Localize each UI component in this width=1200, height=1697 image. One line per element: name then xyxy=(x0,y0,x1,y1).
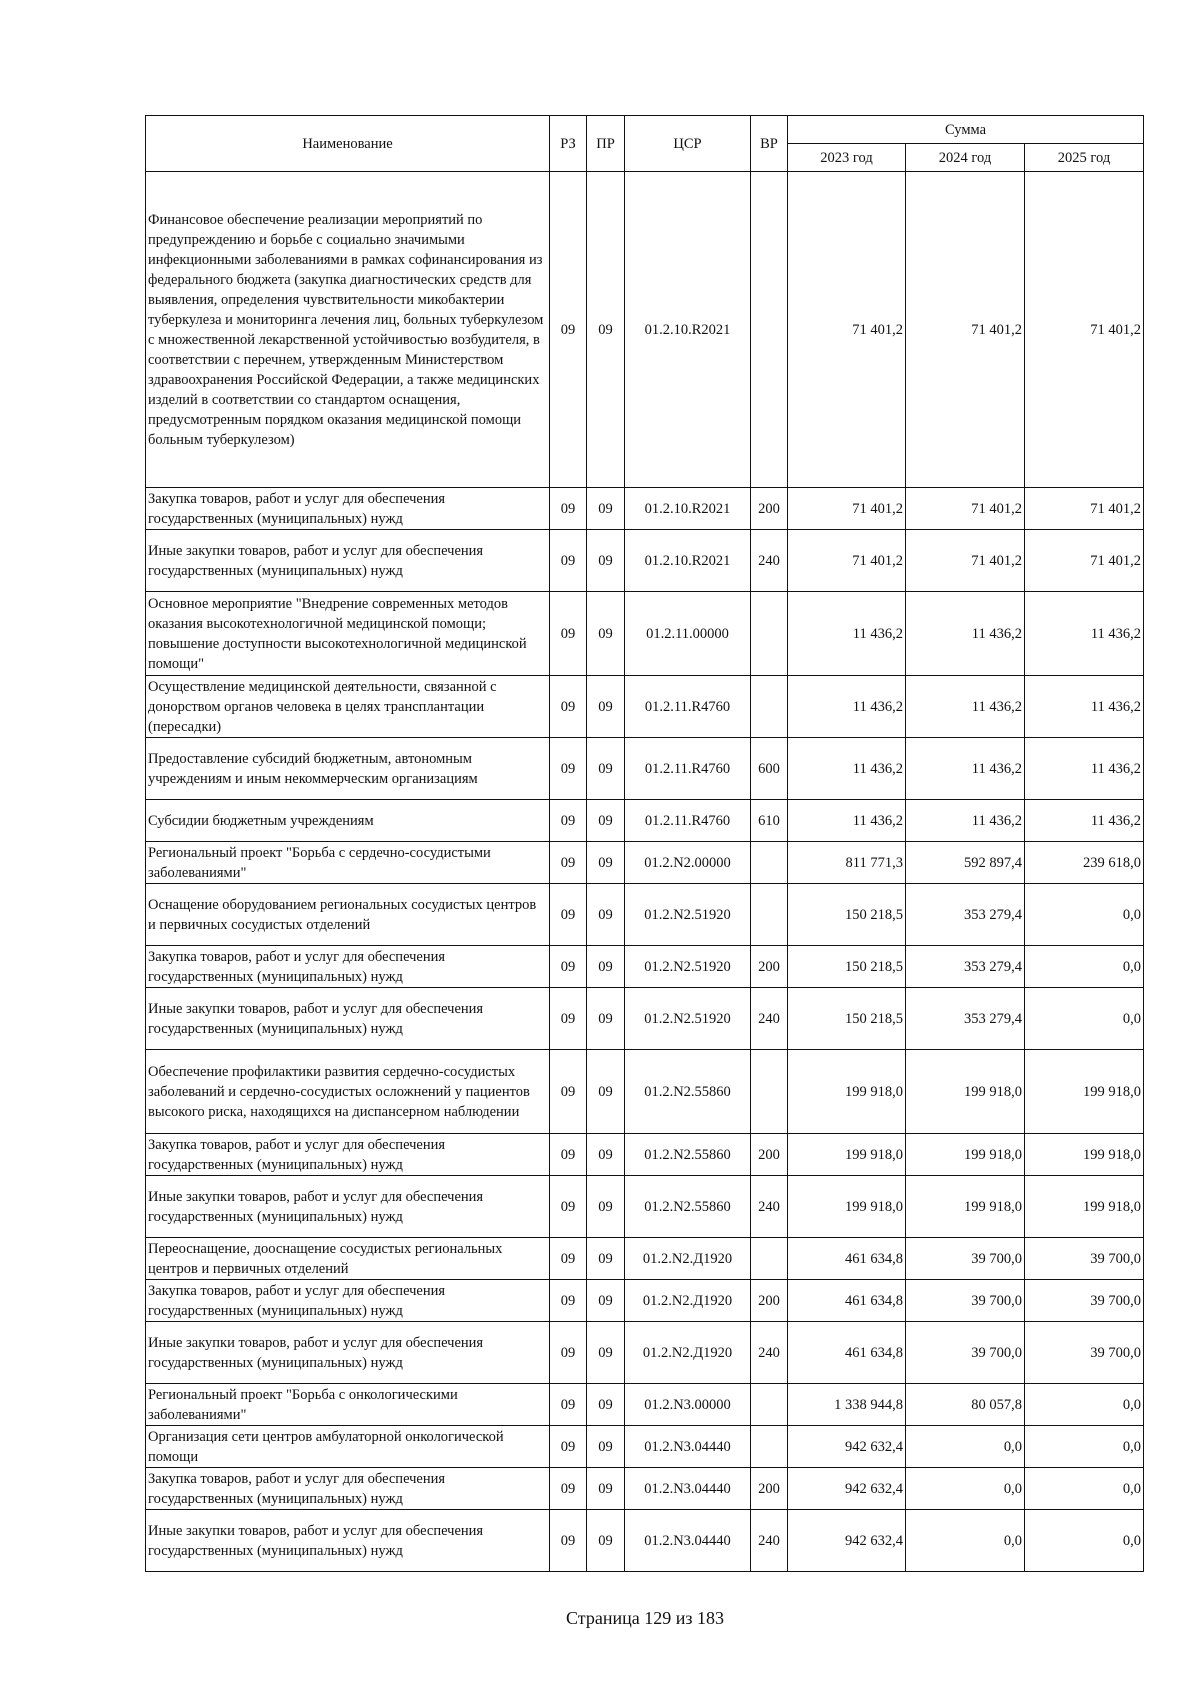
table-row xyxy=(146,1134,1144,1176)
header-vr: ВР xyxy=(751,116,788,172)
cell-name: Закупка товаров, работ и услуг для обеспечения государственных (муниципальных) нужд xyxy=(146,1468,550,1510)
cell-amount-2025: 71 401,2 xyxy=(1025,488,1144,530)
cell-name: Организация сети центров амбулаторной онкологической помощи xyxy=(146,1426,550,1468)
table-row xyxy=(146,488,1144,530)
cell-vr: 200 xyxy=(751,488,788,530)
table-row xyxy=(146,1176,1144,1238)
cell-pr: 09 xyxy=(587,488,625,530)
cell-csr: 01.2.10.R2021 xyxy=(625,488,751,530)
cell-csr: 01.2.N3.00000 xyxy=(625,1384,751,1426)
cell-amount-2025: 71 401,2 xyxy=(1025,530,1144,592)
cell-amount-2025: 0,0 xyxy=(1025,1384,1144,1426)
cell-rz: 09 xyxy=(550,676,587,738)
table-row xyxy=(146,800,1144,842)
cell-amount-2024: 353 279,4 xyxy=(906,946,1025,988)
cell-amount-2025: 0,0 xyxy=(1025,1468,1144,1510)
cell-name: Региональный проект "Борьба с онкологическими заболеваниями" xyxy=(146,1384,550,1426)
cell-vr xyxy=(751,172,788,488)
cell-rz: 09 xyxy=(550,1322,587,1384)
cell-rz: 09 xyxy=(550,172,587,488)
cell-pr: 09 xyxy=(587,676,625,738)
header-pr: ПР xyxy=(587,116,625,172)
table-row xyxy=(146,1468,1144,1510)
cell-amount-2025: 11 436,2 xyxy=(1025,676,1144,738)
table-row xyxy=(146,676,1144,738)
cell-amount-2023: 199 918,0 xyxy=(788,1176,906,1238)
cell-amount-2025: 39 700,0 xyxy=(1025,1322,1144,1384)
cell-amount-2024: 71 401,2 xyxy=(906,530,1025,592)
table-row xyxy=(146,842,1144,884)
cell-amount-2023: 71 401,2 xyxy=(788,488,906,530)
cell-amount-2024: 592 897,4 xyxy=(906,842,1025,884)
cell-csr: 01.2.N2.51920 xyxy=(625,884,751,946)
cell-name: Закупка товаров, работ и услуг для обеспечения государственных (муниципальных) нужд xyxy=(146,1280,550,1322)
table-body xyxy=(146,172,1144,1572)
cell-pr: 09 xyxy=(587,946,625,988)
cell-amount-2024: 71 401,2 xyxy=(906,172,1025,488)
cell-rz: 09 xyxy=(550,738,587,800)
header-year-2024: 2024 год xyxy=(906,144,1025,172)
cell-csr: 01.2.N2.Д1920 xyxy=(625,1238,751,1280)
cell-amount-2025: 11 436,2 xyxy=(1025,800,1144,842)
cell-vr: 600 xyxy=(751,738,788,800)
cell-rz: 09 xyxy=(550,842,587,884)
cell-csr: 01.2.N2.51920 xyxy=(625,988,751,1050)
budget-table xyxy=(145,115,1144,1572)
cell-vr: 240 xyxy=(751,1176,788,1238)
cell-amount-2023: 461 634,8 xyxy=(788,1238,906,1280)
cell-amount-2024: 11 436,2 xyxy=(906,800,1025,842)
cell-vr: 200 xyxy=(751,1134,788,1176)
cell-name: Иные закупки товаров, работ и услуг для обеспечения государственных (муниципальных) нужд xyxy=(146,1176,550,1238)
cell-amount-2023: 71 401,2 xyxy=(788,530,906,592)
cell-pr: 09 xyxy=(587,1384,625,1426)
cell-amount-2025: 239 618,0 xyxy=(1025,842,1144,884)
cell-amount-2024: 39 700,0 xyxy=(906,1322,1025,1384)
cell-name: Иные закупки товаров, работ и услуг для обеспечения государственных (муниципальных) нужд xyxy=(146,1322,550,1384)
cell-rz: 09 xyxy=(550,884,587,946)
cell-vr xyxy=(751,842,788,884)
cell-rz: 09 xyxy=(550,800,587,842)
cell-rz: 09 xyxy=(550,988,587,1050)
table-row xyxy=(146,1238,1144,1280)
cell-amount-2023: 811 771,3 xyxy=(788,842,906,884)
cell-pr: 09 xyxy=(587,988,625,1050)
cell-amount-2024: 11 436,2 xyxy=(906,592,1025,676)
cell-amount-2025: 39 700,0 xyxy=(1025,1280,1144,1322)
cell-amount-2025: 11 436,2 xyxy=(1025,592,1144,676)
cell-amount-2025: 199 918,0 xyxy=(1025,1134,1144,1176)
header-name: Наименование xyxy=(146,116,550,172)
cell-vr xyxy=(751,1238,788,1280)
cell-vr: 200 xyxy=(751,946,788,988)
cell-csr: 01.2.N2.51920 xyxy=(625,946,751,988)
cell-name: Основное мероприятие "Внедрение современных методов оказания высокотехнологичной медицинской помощи; повышение доступности высокотехнологичной медицинской помощи" xyxy=(146,592,550,676)
cell-amount-2024: 11 436,2 xyxy=(906,738,1025,800)
cell-csr: 01.2.10.R2021 xyxy=(625,172,751,488)
cell-name: Закупка товаров, работ и услуг для обеспечения государственных (муниципальных) нужд xyxy=(146,946,550,988)
cell-amount-2024: 199 918,0 xyxy=(906,1050,1025,1134)
cell-pr: 09 xyxy=(587,172,625,488)
table-row xyxy=(146,1050,1144,1134)
table-row xyxy=(146,946,1144,988)
cell-pr: 09 xyxy=(587,1468,625,1510)
cell-amount-2023: 942 632,4 xyxy=(788,1468,906,1510)
page-number: Страница 129 из 183 xyxy=(566,1608,724,1628)
header-year-2023: 2023 год xyxy=(788,144,906,172)
header-rz: РЗ xyxy=(550,116,587,172)
cell-csr: 01.2.10.R2021 xyxy=(625,530,751,592)
cell-csr: 01.2.11.00000 xyxy=(625,592,751,676)
cell-pr: 09 xyxy=(587,592,625,676)
cell-rz: 09 xyxy=(550,1426,587,1468)
cell-amount-2023: 461 634,8 xyxy=(788,1322,906,1384)
cell-amount-2024: 80 057,8 xyxy=(906,1384,1025,1426)
table-row xyxy=(146,1322,1144,1384)
cell-vr xyxy=(751,1426,788,1468)
cell-pr: 09 xyxy=(587,842,625,884)
cell-vr xyxy=(751,884,788,946)
cell-rz: 09 xyxy=(550,1280,587,1322)
cell-rz: 09 xyxy=(550,1134,587,1176)
cell-vr: 240 xyxy=(751,1322,788,1384)
cell-vr: 240 xyxy=(751,988,788,1050)
table-row xyxy=(146,1384,1144,1426)
cell-amount-2024: 353 279,4 xyxy=(906,884,1025,946)
cell-amount-2025: 199 918,0 xyxy=(1025,1050,1144,1134)
cell-vr xyxy=(751,676,788,738)
cell-vr xyxy=(751,1050,788,1134)
cell-amount-2023: 942 632,4 xyxy=(788,1510,906,1572)
table-row xyxy=(146,530,1144,592)
cell-amount-2024: 0,0 xyxy=(906,1468,1025,1510)
cell-csr: 01.2.11.R4760 xyxy=(625,738,751,800)
cell-name: Обеспечение профилактики развития сердечно-сосудистых заболеваний и сердечно-сосудистых осложнений у пациентов высокого риска, находящихся на диспансерном наблюдении xyxy=(146,1050,550,1134)
cell-pr: 09 xyxy=(587,884,625,946)
cell-pr: 09 xyxy=(587,1510,625,1572)
cell-vr xyxy=(751,592,788,676)
cell-amount-2025: 71 401,2 xyxy=(1025,172,1144,488)
table-row xyxy=(146,738,1144,800)
cell-csr: 01.2.N2.Д1920 xyxy=(625,1280,751,1322)
cell-amount-2023: 150 218,5 xyxy=(788,884,906,946)
cell-rz: 09 xyxy=(550,1050,587,1134)
header-sum: Сумма xyxy=(788,116,1144,144)
cell-amount-2023: 942 632,4 xyxy=(788,1426,906,1468)
cell-pr: 09 xyxy=(587,1050,625,1134)
table-row xyxy=(146,592,1144,676)
cell-amount-2025: 0,0 xyxy=(1025,1510,1144,1572)
cell-csr: 01.2.N2.55860 xyxy=(625,1050,751,1134)
cell-name: Иные закупки товаров, работ и услуг для обеспечения государственных (муниципальных) нужд xyxy=(146,530,550,592)
cell-name: Финансовое обеспечение реализации мероприятий по предупреждению и борьбе с социально значимыми инфекционными заболеваниями в рамках софинансирования из федерального бюджета (закупка диагностических средств для выявления, определения чувствительности микобактерии туберкулеза и мониторинга лечения лиц, больных туберкулезом с множественной лекарственной устойчивостью возбудителя, в соответствии с перечнем, утвержденным Министерством здравоохранения Российской Федерации, а также медицинских изделий в соответствии со стандартом оснащения, предусмотренным порядком оказания медицинской помощи больным туберкулезом) xyxy=(146,172,550,488)
cell-rz: 09 xyxy=(550,1468,587,1510)
cell-amount-2024: 353 279,4 xyxy=(906,988,1025,1050)
table-row xyxy=(146,988,1144,1050)
cell-amount-2024: 71 401,2 xyxy=(906,488,1025,530)
cell-csr: 01.2.11.R4760 xyxy=(625,800,751,842)
cell-amount-2024: 199 918,0 xyxy=(906,1134,1025,1176)
cell-amount-2023: 199 918,0 xyxy=(788,1050,906,1134)
table-row xyxy=(146,172,1144,488)
cell-rz: 09 xyxy=(550,488,587,530)
cell-vr: 240 xyxy=(751,1510,788,1572)
table-row xyxy=(146,1280,1144,1322)
cell-csr: 01.2.N3.04440 xyxy=(625,1468,751,1510)
cell-amount-2023: 199 918,0 xyxy=(788,1134,906,1176)
cell-amount-2024: 39 700,0 xyxy=(906,1280,1025,1322)
cell-csr: 01.2.11.R4760 xyxy=(625,676,751,738)
cell-name: Переоснащение, дооснащение сосудистых региональных центров и первичных отделений xyxy=(146,1238,550,1280)
cell-amount-2023: 11 436,2 xyxy=(788,676,906,738)
cell-amount-2024: 0,0 xyxy=(906,1510,1025,1572)
table-row xyxy=(146,884,1144,946)
cell-name: Закупка товаров, работ и услуг для обеспечения государственных (муниципальных) нужд xyxy=(146,1134,550,1176)
cell-csr: 01.2.N3.04440 xyxy=(625,1510,751,1572)
cell-amount-2025: 11 436,2 xyxy=(1025,738,1144,800)
cell-pr: 09 xyxy=(587,1238,625,1280)
cell-rz: 09 xyxy=(550,1510,587,1572)
cell-vr: 200 xyxy=(751,1280,788,1322)
cell-pr: 09 xyxy=(587,1322,625,1384)
cell-amount-2023: 150 218,5 xyxy=(788,988,906,1050)
cell-amount-2024: 11 436,2 xyxy=(906,676,1025,738)
cell-pr: 09 xyxy=(587,1280,625,1322)
table-row xyxy=(146,1426,1144,1468)
cell-amount-2024: 0,0 xyxy=(906,1426,1025,1468)
cell-name: Иные закупки товаров, работ и услуг для обеспечения государственных (муниципальных) нужд xyxy=(146,988,550,1050)
cell-amount-2023: 150 218,5 xyxy=(788,946,906,988)
table-header xyxy=(146,116,1144,172)
cell-vr: 240 xyxy=(751,530,788,592)
cell-name: Оснащение оборудованием региональных сосудистых центров и первичных сосудистых отделений xyxy=(146,884,550,946)
cell-amount-2025: 0,0 xyxy=(1025,988,1144,1050)
cell-pr: 09 xyxy=(587,800,625,842)
cell-amount-2025: 39 700,0 xyxy=(1025,1238,1144,1280)
cell-amount-2023: 1 338 944,8 xyxy=(788,1384,906,1426)
cell-vr xyxy=(751,1384,788,1426)
table-row xyxy=(146,1510,1144,1572)
cell-csr: 01.2.N2.55860 xyxy=(625,1134,751,1176)
cell-name: Предоставление субсидий бюджетным, автономным учреждениям и иным некоммерческим организациям xyxy=(146,738,550,800)
header-year-2025: 2025 год xyxy=(1025,144,1144,172)
cell-amount-2024: 199 918,0 xyxy=(906,1176,1025,1238)
cell-amount-2025: 199 918,0 xyxy=(1025,1176,1144,1238)
cell-pr: 09 xyxy=(587,530,625,592)
cell-vr: 200 xyxy=(751,1468,788,1510)
cell-csr: 01.2.N2.Д1920 xyxy=(625,1322,751,1384)
cell-amount-2023: 461 634,8 xyxy=(788,1280,906,1322)
cell-amount-2023: 11 436,2 xyxy=(788,738,906,800)
cell-csr: 01.2.N2.00000 xyxy=(625,842,751,884)
cell-pr: 09 xyxy=(587,738,625,800)
cell-rz: 09 xyxy=(550,530,587,592)
cell-amount-2025: 0,0 xyxy=(1025,884,1144,946)
cell-rz: 09 xyxy=(550,592,587,676)
cell-pr: 09 xyxy=(587,1134,625,1176)
cell-rz: 09 xyxy=(550,1384,587,1426)
cell-amount-2024: 39 700,0 xyxy=(906,1238,1025,1280)
cell-amount-2025: 0,0 xyxy=(1025,1426,1144,1468)
cell-amount-2023: 11 436,2 xyxy=(788,592,906,676)
cell-name: Иные закупки товаров, работ и услуг для обеспечения государственных (муниципальных) нужд xyxy=(146,1510,550,1572)
cell-amount-2023: 11 436,2 xyxy=(788,800,906,842)
cell-name: Осуществление медицинской деятельности, связанной с донорством органов человека в целях трансплантации (пересадки) xyxy=(146,676,550,738)
cell-pr: 09 xyxy=(587,1426,625,1468)
cell-csr: 01.2.N3.04440 xyxy=(625,1426,751,1468)
cell-vr: 610 xyxy=(751,800,788,842)
cell-amount-2023: 71 401,2 xyxy=(788,172,906,488)
cell-rz: 09 xyxy=(550,1238,587,1280)
cell-csr: 01.2.N2.55860 xyxy=(625,1176,751,1238)
cell-name: Субсидии бюджетным учреждениям xyxy=(146,800,550,842)
cell-name: Закупка товаров, работ и услуг для обеспечения государственных (муниципальных) нужд xyxy=(146,488,550,530)
cell-rz: 09 xyxy=(550,946,587,988)
header-csr: ЦСР xyxy=(625,116,751,172)
cell-pr: 09 xyxy=(587,1176,625,1238)
cell-amount-2025: 0,0 xyxy=(1025,946,1144,988)
cell-rz: 09 xyxy=(550,1176,587,1238)
cell-name: Региональный проект "Борьба с сердечно-сосудистыми заболеваниями" xyxy=(146,842,550,884)
